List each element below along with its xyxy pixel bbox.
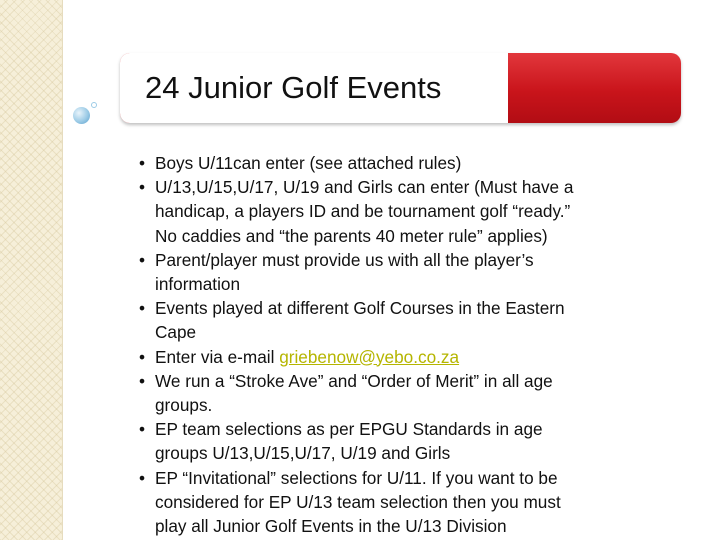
- blue-bubble-icon: [73, 107, 90, 124]
- small-bubble-icon: [91, 102, 97, 108]
- bullet-item: • We run a “Stroke Ave” and “Order of Merit” in all age groups.: [133, 369, 673, 417]
- bullet-item: • Boys U/11can enter (see attached rules): [133, 151, 673, 175]
- bullet-list: [133, 151, 673, 538]
- decorative-side-strip: [0, 0, 62, 540]
- bullet-item: • EP “Invitational” selections for U/11. If you want to be considered for EP U/13 team selection then you must play all Junior Golf Events in the U/13 Division: [133, 466, 673, 539]
- email-link[interactable]: griebenow@yebo.co.za: [279, 346, 460, 367]
- email-prefix: Enter via e-mail: [155, 346, 280, 367]
- slide-title: 24 Junior Golf Events: [145, 70, 442, 105]
- bullet-item: • EP team selections as per EPGU Standards in age groups U/13,U/15,U/17, U/19 and Girls: [133, 417, 673, 465]
- bullet-item: • Events played at different Golf Courses in the Eastern Cape: [133, 296, 673, 344]
- bullet-item: • U/13,U/15,U/17, U/19 and Girls can enter (Must have a handicap, a players ID and be tournament golf “ready.” No caddies and “the parents 40 meter rule” applies): [133, 175, 673, 248]
- bullet-item: • Parent/player must provide us with all the player’s information: [133, 248, 673, 296]
- side-strip-edge: [62, 0, 63, 540]
- bullet-item-email: [133, 345, 673, 369]
